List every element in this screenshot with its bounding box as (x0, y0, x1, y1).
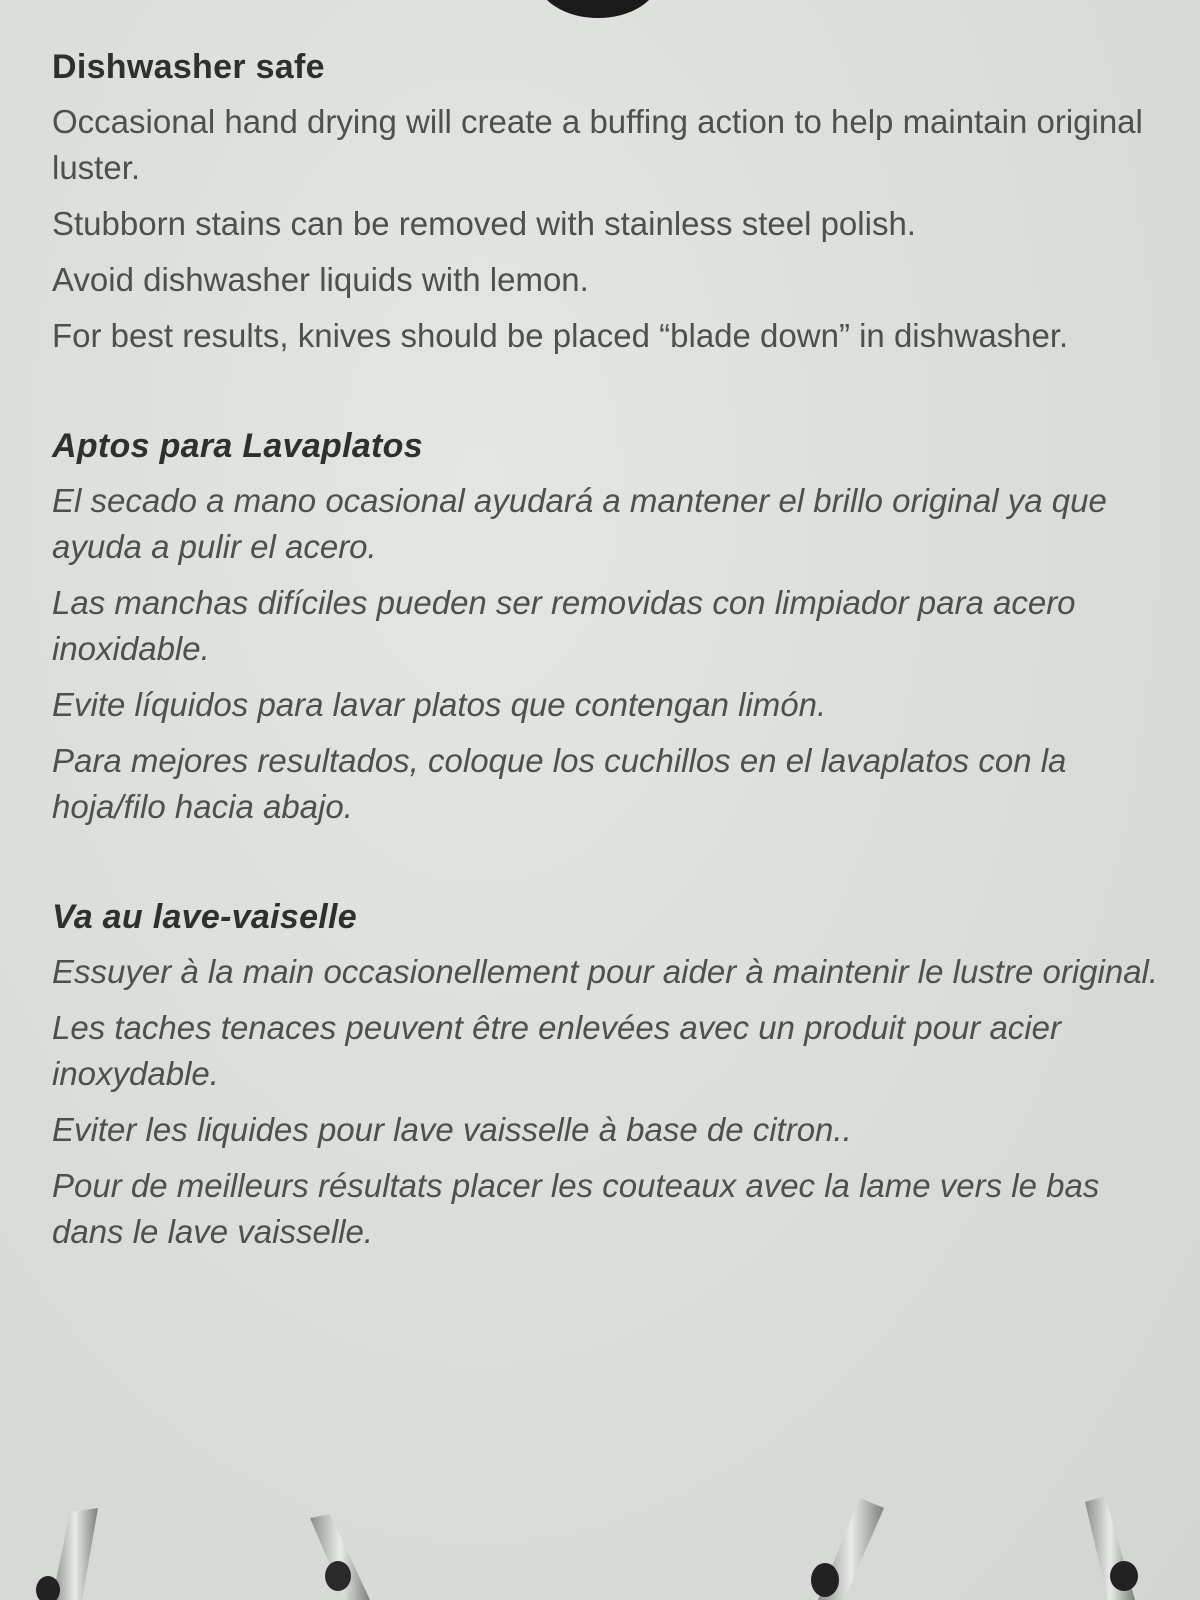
section-french (52, 898, 1162, 1255)
utensil-tip (310, 1514, 370, 1600)
instruction-paragraph: Avoid dishwasher liquids with lemon. (52, 261, 589, 298)
utensil-tip (811, 1498, 884, 1600)
instruction-paragraph: Essuyer à la main occasionellement pour aider à maintenir le lustre original. (52, 953, 1159, 990)
utensil-tips-image (0, 1490, 1200, 1600)
instruction-paragraph: Les taches tenaces peuvent être enlevées avec un produit pour acier inoxydable. (52, 1009, 1061, 1092)
instruction-paragraph: For best results, knives should be placed “blade down” in dishwasher. (52, 317, 1069, 354)
instruction-paragraph: Evite líquidos para lavar platos que contengan limón. (52, 686, 827, 723)
instruction-paragraph: Stubborn stains can be removed with stainless steel polish. (52, 205, 916, 242)
hanger-hole (537, 0, 659, 18)
section-heading: Aptos para Lavaplatos (52, 427, 423, 465)
utensil-tip (1085, 1496, 1138, 1600)
instruction-paragraph: Pour de meilleurs résultats placer les couteaux avec la lame vers le bas dans le lave vaisselle. (52, 1167, 1100, 1250)
instruction-paragraph: Eviter les liquides pour lave vaisselle à base de citron.. (52, 1111, 852, 1148)
utensil-tip (36, 1508, 98, 1600)
section-english (52, 48, 1162, 359)
care-instructions (52, 48, 1162, 1323)
instruction-paragraph: Las manchas difíciles pueden ser removidas con limpiador para acero inoxidable. (52, 584, 1076, 667)
instruction-paragraph: Occasional hand drying will create a buffing action to help maintain original luster. (52, 103, 1143, 186)
instruction-paragraph: El secado a mano ocasional ayudará a mantener el brillo original ya que ayuda a pulir el acero. (52, 482, 1107, 565)
section-heading: Va au lave-vaiselle (52, 898, 357, 936)
instruction-paragraph: Para mejores resultados, coloque los cuchillos en el lavaplatos con la hoja/filo hacia abajo. (52, 742, 1067, 825)
section-spanish (52, 427, 1162, 830)
section-heading: Dishwasher safe (52, 48, 325, 86)
